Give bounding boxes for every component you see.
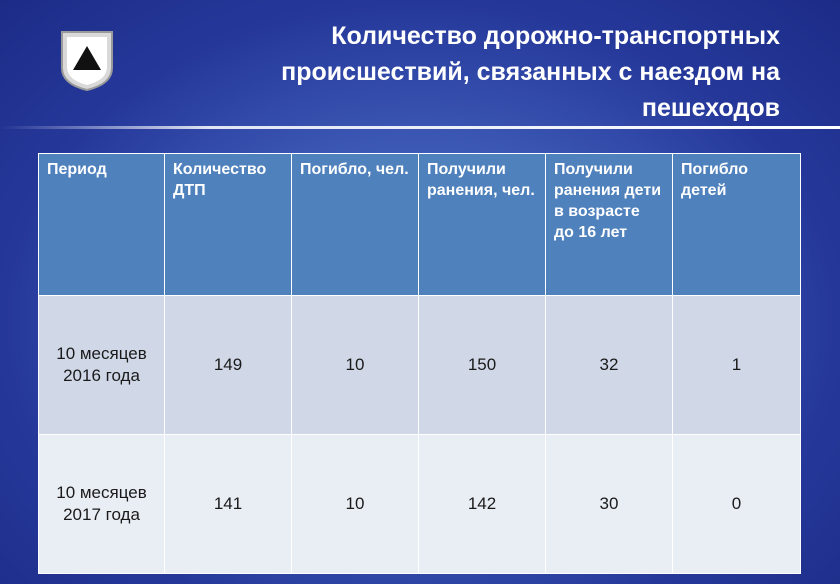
cell-accident-count: 141 (165, 435, 292, 574)
header-children-killed: Погибло детей (673, 154, 801, 296)
cell-children-killed: 1 (673, 296, 801, 435)
header-accident-count: Количество ДТП (165, 154, 292, 296)
cell-injured: 150 (419, 296, 546, 435)
slide-title-line-1: Количество дорожно-транспортных (331, 22, 780, 50)
title-divider (0, 126, 840, 129)
header-injured: Получили ранения, чел. (419, 154, 546, 296)
slide-title-line-3: пешеходов (641, 94, 780, 122)
cell-period (39, 435, 165, 574)
header-killed: Погибло, чел. (292, 154, 419, 296)
period-line-1: 10 месяцев (56, 483, 147, 502)
header-period: Период (39, 154, 165, 296)
cell-children-injured: 32 (546, 296, 673, 435)
cell-killed: 10 (292, 435, 419, 574)
slide-title-line-2: происшествий, связанных с наездом на (281, 58, 780, 86)
cell-children-injured: 30 (546, 435, 673, 574)
cell-accident-count: 149 (165, 296, 292, 435)
table-row (39, 435, 801, 574)
statistics-table (38, 153, 801, 574)
header-children-injured: Получили ранения дети в возрасте до 16 лет (546, 154, 673, 296)
table-header-row (39, 154, 801, 296)
cell-children-killed: 0 (673, 435, 801, 574)
cell-killed: 10 (292, 296, 419, 435)
period-line-1: 10 месяцев (56, 344, 147, 363)
period-line-2: 2016 года (63, 366, 140, 385)
cell-period (39, 296, 165, 435)
period-line-2: 2017 года (63, 505, 140, 524)
slide-title (220, 18, 780, 126)
coat-of-arms-icon (60, 30, 114, 92)
cell-injured: 142 (419, 435, 546, 574)
table-row (39, 296, 801, 435)
